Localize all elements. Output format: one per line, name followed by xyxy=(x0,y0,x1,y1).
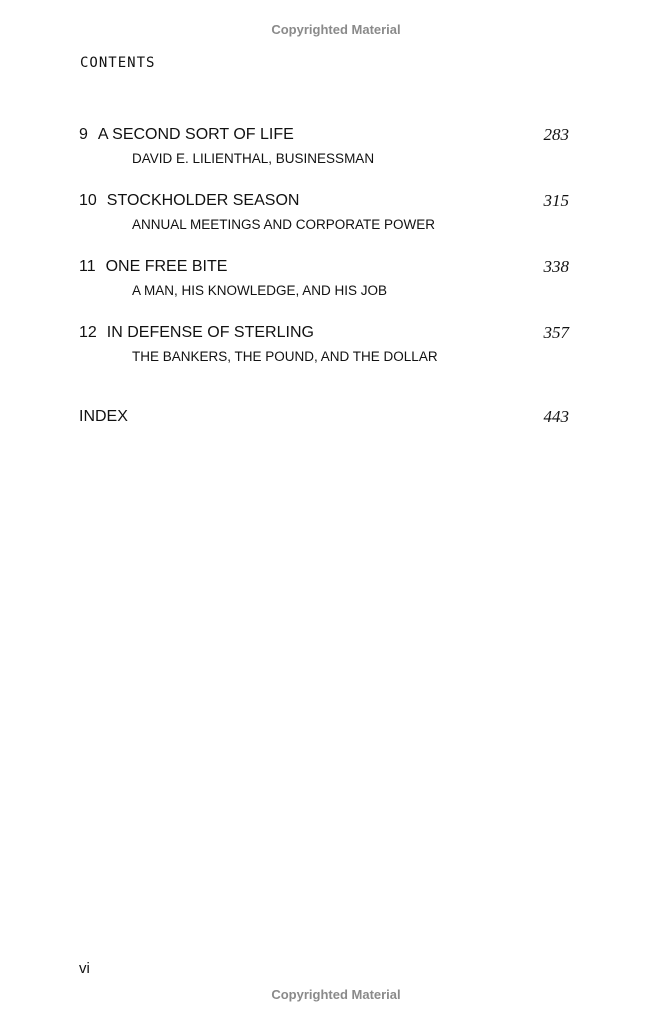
chapter-number: 10 xyxy=(79,192,97,209)
chapter-number: 11 xyxy=(79,258,96,275)
page-number: 338 xyxy=(543,257,569,276)
page-number: 357 xyxy=(543,323,569,342)
chapter-title: STOCKHOLDER SEASON xyxy=(106,192,300,209)
chapter-subtitle: DAVID E. LILIENTHAL, BUSINESSMAN xyxy=(132,151,375,166)
chapter-title: IN DEFENSE OF STERLING xyxy=(106,324,314,341)
copyright-header: Copyrighted Material xyxy=(271,22,401,37)
chapter-subtitle: THE BANKERS, THE POUND, AND THE DOLLAR xyxy=(132,349,438,364)
page-number: 315 xyxy=(543,191,569,210)
index-label: INDEX xyxy=(79,408,128,425)
contents-heading: CONTENTS xyxy=(80,55,156,71)
chapter-number: 9 xyxy=(79,126,88,143)
toc-entry[interactable] xyxy=(79,190,569,256)
toc-entry[interactable] xyxy=(79,124,569,190)
toc-index-entry[interactable] xyxy=(79,406,569,428)
chapter-number: 12 xyxy=(79,324,97,341)
chapter-subtitle: A MAN, HIS KNOWLEDGE, AND HIS JOB xyxy=(132,283,388,298)
table-of-contents xyxy=(79,124,569,428)
page-number: 443 xyxy=(543,407,569,426)
chapter-subtitle: ANNUAL MEETINGS AND CORPORATE POWER xyxy=(132,217,436,232)
copyright-footer: Copyrighted Material xyxy=(271,987,401,1002)
toc-entry[interactable] xyxy=(79,256,569,322)
page-number: 283 xyxy=(543,125,569,144)
chapter-title: A SECOND SORT OF LIFE xyxy=(97,126,294,143)
toc-entry[interactable] xyxy=(79,322,569,388)
chapter-title: ONE FREE BITE xyxy=(105,258,228,275)
page-folio: vi xyxy=(79,960,90,977)
